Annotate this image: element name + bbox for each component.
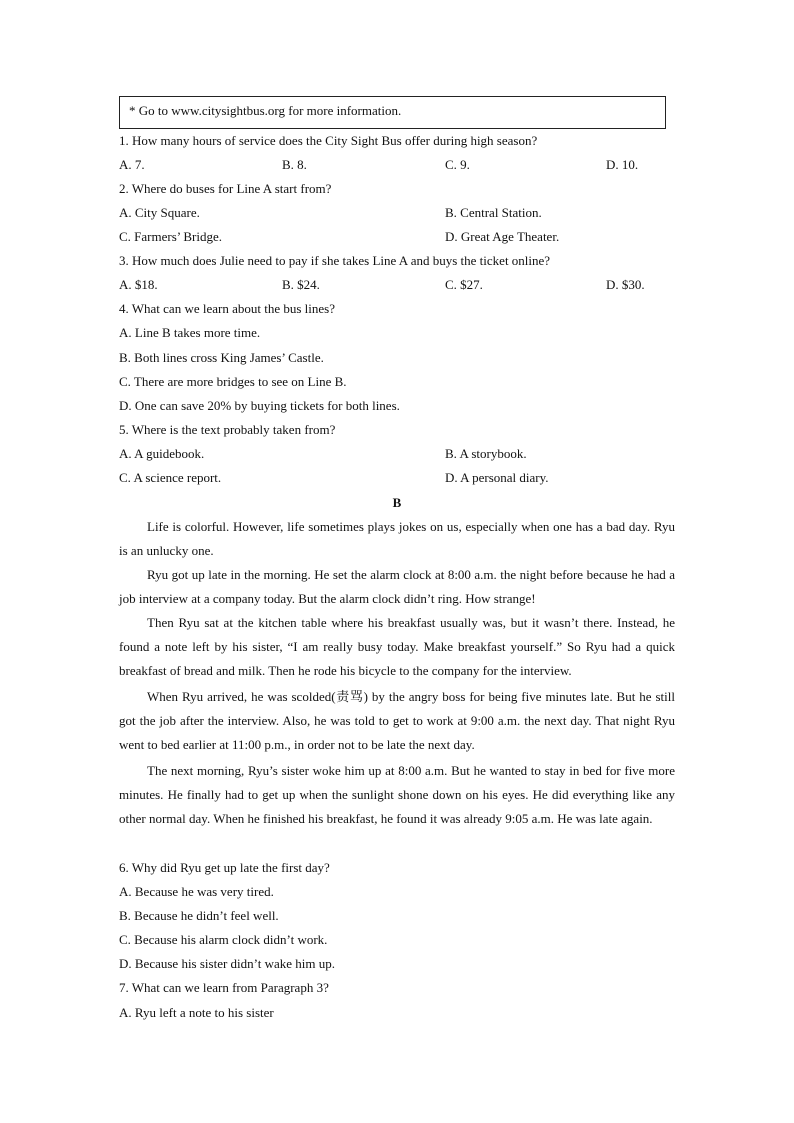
question-7-option-a: A. Ryu left a note to his sister: [119, 1005, 274, 1020]
question-2-option-a: A. City Square.: [119, 205, 200, 220]
question-5-option-d: D. A personal diary.: [445, 470, 549, 485]
question-5-stem: 5. Where is the text probably taken from?: [119, 422, 336, 437]
passage-paragraph-4: When Ryu arrived, he was scolded(责骂) by the angry boss for being five minutes late. But he still got the job after the interview. Also, he was told to get to work at 9:00 a.m. the next day. That night Ryu went to bed earlier at 11:00 p.m., in order not to be late the next day.: [119, 689, 675, 752]
question-5-option-a: A. A guidebook.: [119, 446, 205, 461]
question-4-option-c: C. There are more bridges to see on Line B.: [119, 374, 347, 389]
question-6-option-b: B. Because he didn’t feel well.: [119, 908, 279, 923]
question-1-stem: 1. How many hours of service does the City Sight Bus offer during high season?: [119, 133, 538, 148]
question-6-option-a: A. Because he was very tired.: [119, 884, 274, 899]
question-1-option-a: A. 7.: [119, 157, 145, 172]
question-1-option-d: D. 10.: [606, 157, 639, 172]
question-4-option-b: B. Both lines cross King James’ Castle.: [119, 350, 324, 365]
question-3-option-b: B. $24.: [282, 277, 320, 292]
question-1-option-b: B. 8.: [282, 157, 307, 172]
passage-paragraph-3: Then Ryu sat at the kitchen table where his breakfast usually was, but it wasn’t there. Instead, he found a note left by his sister, “I am really busy today. Make breakfast yourself.” So Ryu had a quick breakfast of bread and milk. Then he rode his bicycle to the company for the interview.: [119, 615, 675, 678]
question-4-option-d: D. One can save 20% by buying tickets for both lines.: [119, 398, 400, 413]
question-2-option-c: C. Farmers’ Bridge.: [119, 229, 223, 244]
question-7-stem: 7. What can we learn from Paragraph 3?: [119, 980, 329, 995]
question-3-stem: 3. How much does Julie need to pay if she takes Line A and buys the ticket online?: [119, 253, 551, 268]
question-3-option-c: C. $27.: [445, 277, 483, 292]
info-note-box: [119, 96, 666, 129]
question-6-stem: 6. Why did Ryu get up late the first day?: [119, 860, 330, 875]
question-3-option-a: A. $18.: [119, 277, 158, 292]
question-2-stem: 2. Where do buses for Line A start from?: [119, 181, 332, 196]
question-6-option-c: C. Because his alarm clock didn’t work.: [119, 932, 328, 947]
passage-paragraph-1: Life is colorful. However, life sometimes plays jokes on us, especially when one has a bad day. Ryu is an unlucky one.: [119, 519, 675, 558]
question-6-option-d: D. Because his sister didn’t wake him up.: [119, 956, 336, 971]
question-4-stem: 4. What can we learn about the bus lines?: [119, 301, 335, 316]
question-5-option-b: B. A storybook.: [445, 446, 527, 461]
question-4-option-a: A. Line B takes more time.: [119, 325, 261, 340]
passage-paragraph-5: The next morning, Ryu’s sister woke him up at 8:00 a.m. But he wanted to stay in bed for five more minutes. He finally had to get up when the sunlight shone down on his eyes. He did everything like any other normal day. When he finished his breakfast, he found it was already 9:05 a.m. He was late again.: [119, 763, 675, 826]
passage-paragraph-2: Ryu got up late in the morning. He set the alarm clock at 8:00 a.m. the night before because he had a job interview at a company today. But the alarm clock didn’t ring. How strange!: [119, 567, 675, 606]
section-b-heading: B: [392, 495, 402, 510]
question-1-option-c: C. 9.: [445, 157, 470, 172]
question-5-option-c: C. A science report.: [119, 470, 222, 485]
question-2-option-b: B. Central Station.: [445, 205, 542, 220]
question-3-option-d: D. $30.: [606, 277, 645, 292]
info-note-text: * Go to www.citysightbus.org for more information.: [129, 103, 402, 118]
question-2-option-d: D. Great Age Theater.: [445, 229, 560, 244]
